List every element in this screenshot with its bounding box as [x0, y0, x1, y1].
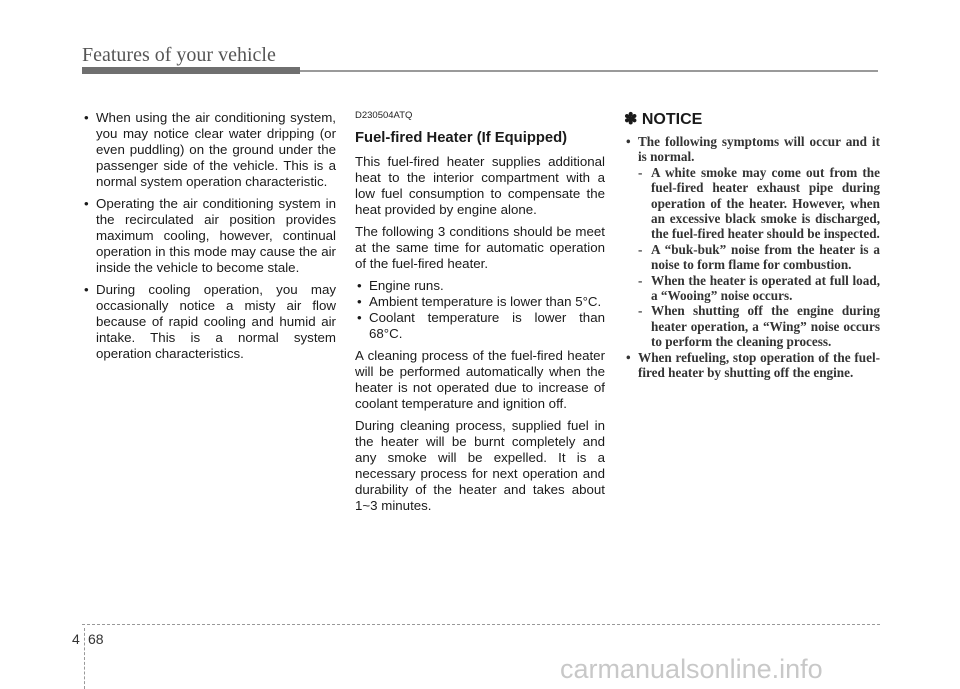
conditions-intro: The following 3 conditions should be meet at the same time for automatic operation of the fuel-fired heater. [355, 224, 605, 271]
condition-ambient: • Ambient temperature is lower than 5°C. [355, 294, 605, 310]
bullet-ac-recirculated: • Operating the air conditioning system in the recirculated air position provides maximum cooling, however, continual operation in this mode may cause the air inside the vehicle to become stale. [82, 196, 336, 276]
notice-sub-wing: - When shutting off the engine during heater operation, a “Wing” noise occurs to perform the cleaning process. [624, 303, 880, 349]
column-middle [355, 110, 605, 520]
condition-coolant: • Coolant temperature is lower than 68°C. [355, 310, 605, 342]
page-section-number: 4 [72, 631, 80, 647]
during-cleaning-paragraph: During cleaning process, supplied fuel in the heater will be burnt completely and any smoke will be expelled. It is a necessary process for next operation and durability of the heater and takes about 1~3 minutes. [355, 418, 605, 513]
page-header-title: Features of your vehicle [82, 44, 276, 66]
notice-title: ✽ NOTICE [624, 111, 703, 128]
notice-sub-buk-buk: - A “buk-buk” noise from the heater is a noise to form flame for combustion. [624, 242, 880, 273]
section-code: D230504ATQ [355, 110, 413, 121]
notice-sub-white-smoke: - A white smoke may come out from the fuel-fired heater exhaust pipe during operation of the heater. However, when an excessive black smoke is discharged, the fuel-fired heater should be inspected. [624, 165, 880, 242]
bullet-ac-misty: • During cooling operation, you may occasionally notice a misty air flow because of rapid cooling and humid air intake. This is a normal system operation characteristics. [82, 282, 336, 362]
notice-sub-wooing: - When the heater is operated at full load, a “Wooing” noise occurs. [624, 273, 880, 304]
heater-intro: This fuel-fired heater supplies additional heat to the interior compartment with a low fuel consumption to compensate the heat provided by engine alone. [355, 154, 605, 217]
footer-divider [84, 628, 85, 689]
header-rule [300, 70, 878, 72]
notice-item-symptoms: • The following symptoms will occur and it is normal. [624, 134, 880, 165]
watermark-text: carmanualsonline.info [560, 654, 823, 684]
section-heading: Fuel-fired Heater (If Equipped) [355, 130, 568, 146]
footer-rule [82, 624, 880, 625]
page-number: 68 [88, 631, 104, 647]
header-bar [82, 67, 300, 74]
condition-engine: • Engine runs. [355, 278, 605, 294]
column-left [82, 110, 336, 368]
cleaning-paragraph: A cleaning process of the fuel-fired heater will be performed automatically when the heater is not operated due to increase of coolant temperature and ignition off. [355, 348, 605, 411]
notice-box [624, 110, 880, 381]
bullet-ac-water: • When using the air conditioning system, you may notice clear water dripping (or even puddling) on the ground under the passenger side of the vehicle. This is a normal system operation characteristic. [82, 110, 336, 190]
notice-item-refueling: • When refueling, stop operation of the fuel-fired heater by shutting off the engine. [624, 350, 880, 381]
